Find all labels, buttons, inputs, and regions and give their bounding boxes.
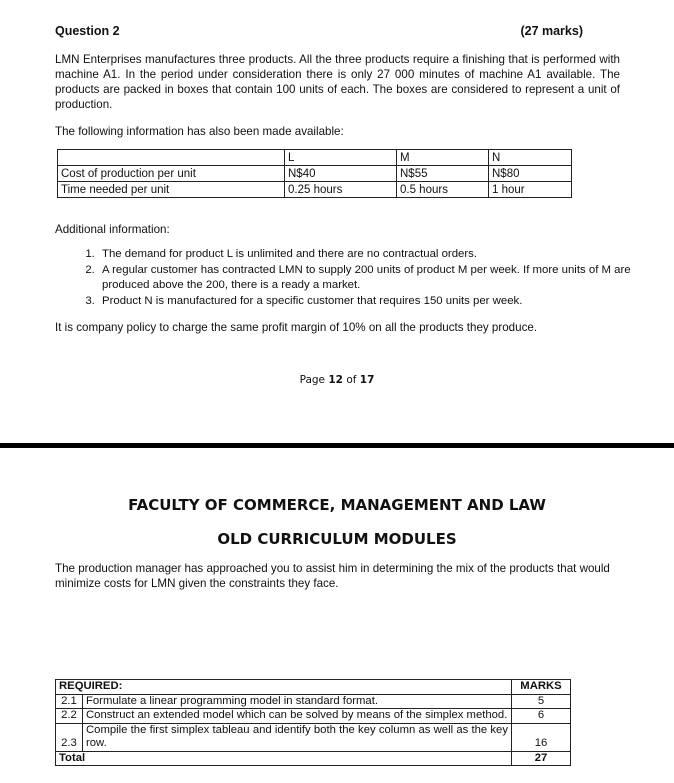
table-cell: 1 hour [489, 182, 572, 198]
table-cell: Cost of production per unit [58, 166, 285, 182]
table-total-row [56, 751, 571, 766]
table-cell: N$80 [489, 166, 572, 182]
page-current: 12 [328, 374, 343, 386]
marks-header: MARKS [512, 680, 571, 695]
table-cell: 0.5 hours [397, 182, 489, 198]
table-cell [58, 150, 285, 166]
row-text: Construct an extended model which can be solved by means of the simplex method. [83, 709, 512, 724]
table-header-row [58, 150, 572, 166]
list-item: 1. The demand for product L is unlimited and there are no contractual orders. [98, 247, 668, 263]
table-cell: 0.25 hours [285, 182, 397, 198]
info-line: The following information has also been made available: [55, 125, 344, 138]
page-footer [0, 374, 674, 386]
table-row [56, 723, 571, 751]
table-header-row [56, 680, 571, 695]
policy-text: It is company policy to charge the same profit margin of 10% on all the products they produce. [55, 321, 538, 334]
page-divider [0, 443, 674, 448]
additional-list [55, 247, 668, 309]
required-header: REQUIRED: [56, 680, 512, 695]
row-number: 2.3 [56, 723, 83, 751]
additional-heading: Additional information: [55, 223, 170, 236]
question-title: Question 2 [55, 24, 120, 38]
product-info-table [57, 149, 572, 198]
page-prefix: Page [299, 374, 329, 386]
question-marks: (27 marks) [520, 24, 583, 38]
page-total: 17 [359, 374, 375, 386]
manager-text: The production manager has approached you to assist him in determining the mix of the products that would minimize costs for LMN given the constraints they face. [55, 562, 610, 590]
table-cell: N$40 [285, 166, 397, 182]
table-row [58, 182, 572, 198]
row-marks: 6 [512, 709, 571, 724]
question-intro: LMN Enterprises manufactures three products. All the three products require a finishing that is performed with machine A1. In the period under consideration there is only 27 000 minutes of machine A1 available. The products are packed in boxes that contain 100 units of each. The boxes are considered to represent a unit of production. [55, 53, 620, 111]
faculty-heading: FACULTY OF COMMERCE, MANAGEMENT AND LAW [128, 496, 546, 514]
row-marks: 5 [512, 694, 571, 709]
table-row [58, 166, 572, 182]
page-middle: of [342, 374, 360, 386]
curriculum-heading: OLD CURRICULUM MODULES [217, 530, 457, 548]
list-item: 2. A regular customer has contracted LMN to supply 200 units of product M per week. If more units of M are produced above the 200, there is a ready a market. [98, 263, 668, 294]
required-table [55, 679, 571, 766]
row-text: Compile the first simplex tableau and identify both the key column as well as the key row. [83, 723, 512, 751]
list-item: 3. Product N is manufactured for a specific customer that requires 150 units per week. [98, 294, 668, 310]
table-cell: N [489, 150, 572, 166]
total-marks: 27 [512, 751, 571, 766]
table-row [56, 694, 571, 709]
row-text: Formulate a linear programming model in standard format. [83, 694, 512, 709]
table-cell: L [285, 150, 397, 166]
row-marks: 16 [512, 723, 571, 751]
total-label: Total [56, 751, 512, 766]
table-cell: N$55 [397, 166, 489, 182]
row-number: 2.1 [56, 694, 83, 709]
table-cell: M [397, 150, 489, 166]
table-cell: Time needed per unit [58, 182, 285, 198]
row-number: 2.2 [56, 709, 83, 724]
table-row [56, 709, 571, 724]
